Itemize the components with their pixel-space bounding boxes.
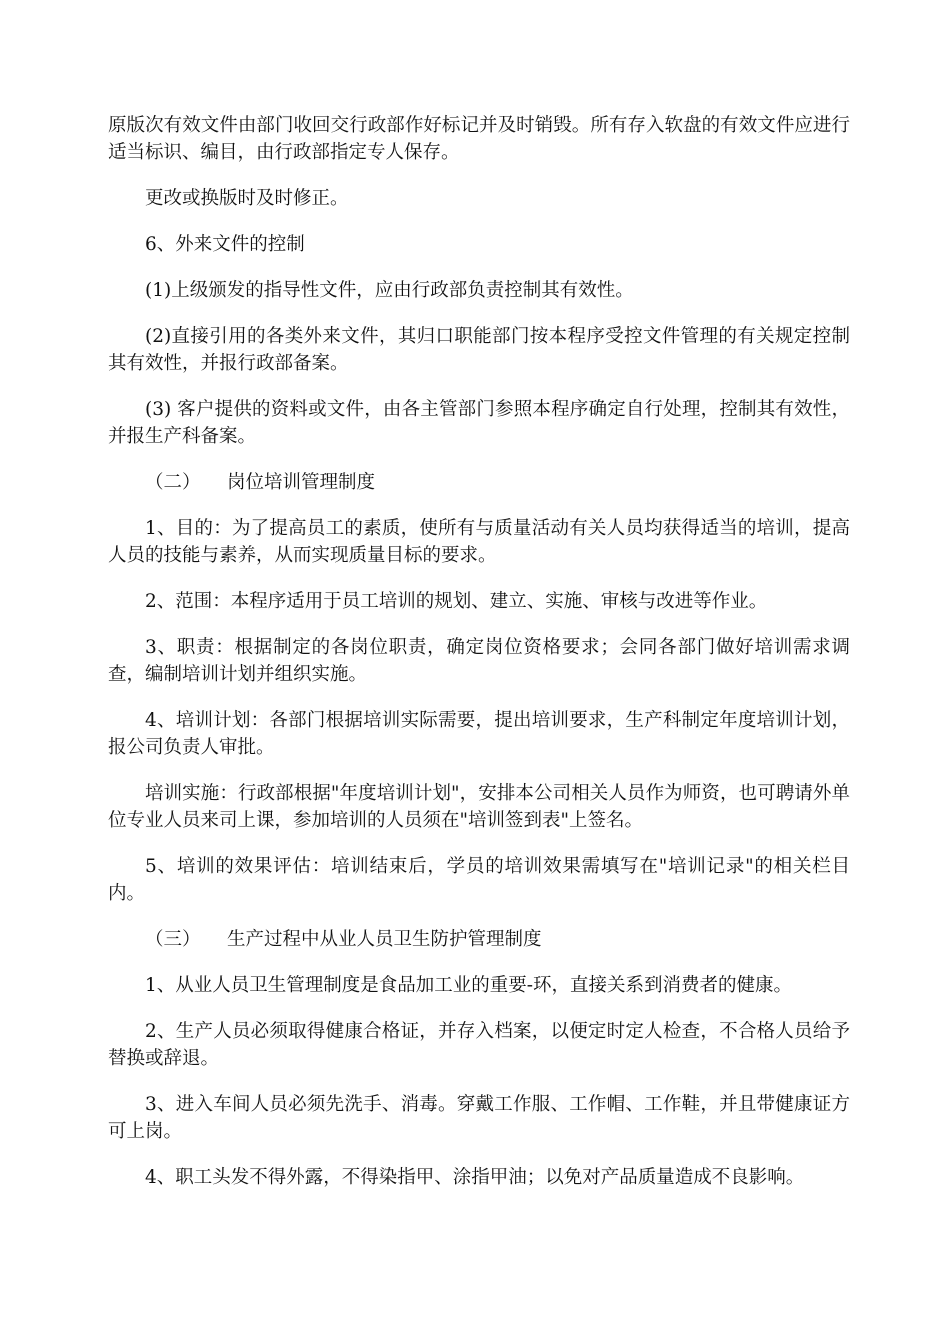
paragraph-training-implementation: 培训实施：行政部根据"年度培训计划"，安排本公司相关人员作为师资，也可聘请外单位专业人员来司上课，参加培训的人员须在"培训签到表"上签名。 — [108, 783, 850, 831]
section-number: （二） — [145, 472, 201, 493]
paragraph-hygiene-2: 2、生产人员必须取得健康合格证，并存入档案，以便定时定人检查，不合格人员给予替换或辞退。 — [108, 1021, 850, 1069]
paragraph-revision-note: 更改或换版时及时修正。 — [145, 188, 349, 209]
section-heading-hygiene — [108, 926, 850, 953]
paragraph-hygiene-1: 1、从业人员卫生管理制度是食品加工业的重要-环，直接关系到消费者的健康。 — [145, 975, 793, 996]
document-page — [108, 112, 850, 1210]
section-heading-training — [108, 469, 850, 496]
paragraph-external-item-1: (1)上级颁发的指导性文件，应由行政部负责控制其有效性。 — [145, 280, 634, 301]
paragraph-external-item-3: (3) 客户提供的资料或文件，由各主管部门参照本程序确定自行处理，控制其有效性，并报生产科备案。 — [108, 399, 850, 447]
section-number: （三） — [145, 929, 201, 950]
subheading-external-documents: 6、外来文件的控制 — [145, 234, 305, 255]
paragraph-training-purpose: 1、目的：为了提高员工的素质，使所有与质量活动有关人员均获得适当的培训，提高人员的技能与素养，从而实现质量目标的要求。 — [108, 518, 850, 566]
paragraph-document-retention: 原版次有效文件由部门收回交行政部作好标记并及时销毁。所有存入软盘的有效文件应进行适当标识、编目，由行政部指定专人保存。 — [108, 115, 850, 163]
paragraph-training-evaluation: 5、培训的效果评估：培训结束后，学员的培训效果需填写在"培训记录"的相关栏目内。 — [108, 856, 850, 904]
paragraph-training-scope: 2、范围：本程序适用于员工培训的规划、建立、实施、审核与改进等作业。 — [145, 591, 768, 612]
paragraph-hygiene-3: 3、进入车间人员必须先洗手、消毒。穿戴工作服、工作帽、工作鞋，并且带健康证方可上岗。 — [108, 1094, 850, 1142]
section-title: 生产过程中从业人员卫生防护管理制度 — [227, 929, 542, 950]
section-title: 岗位培训管理制度 — [227, 472, 376, 493]
paragraph-hygiene-4: 4、职工头发不得外露，不得染指甲、涂指甲油；以免对产品质量造成不良影响。 — [145, 1167, 805, 1188]
paragraph-training-duties: 3、职责：根据制定的各岗位职责，确定岗位资格要求；会同各部门做好培训需求调查，编制培训计划并组织实施。 — [108, 637, 850, 685]
paragraph-external-item-2: (2)直接引用的各类外来文件，其归口职能部门按本程序受控文件管理的有关规定控制其有效性，并报行政部备案。 — [108, 326, 850, 374]
paragraph-training-plan: 4、培训计划：各部门根据培训实际需要，提出培训要求，生产科制定年度培训计划，报公司负责人审批。 — [108, 710, 850, 758]
